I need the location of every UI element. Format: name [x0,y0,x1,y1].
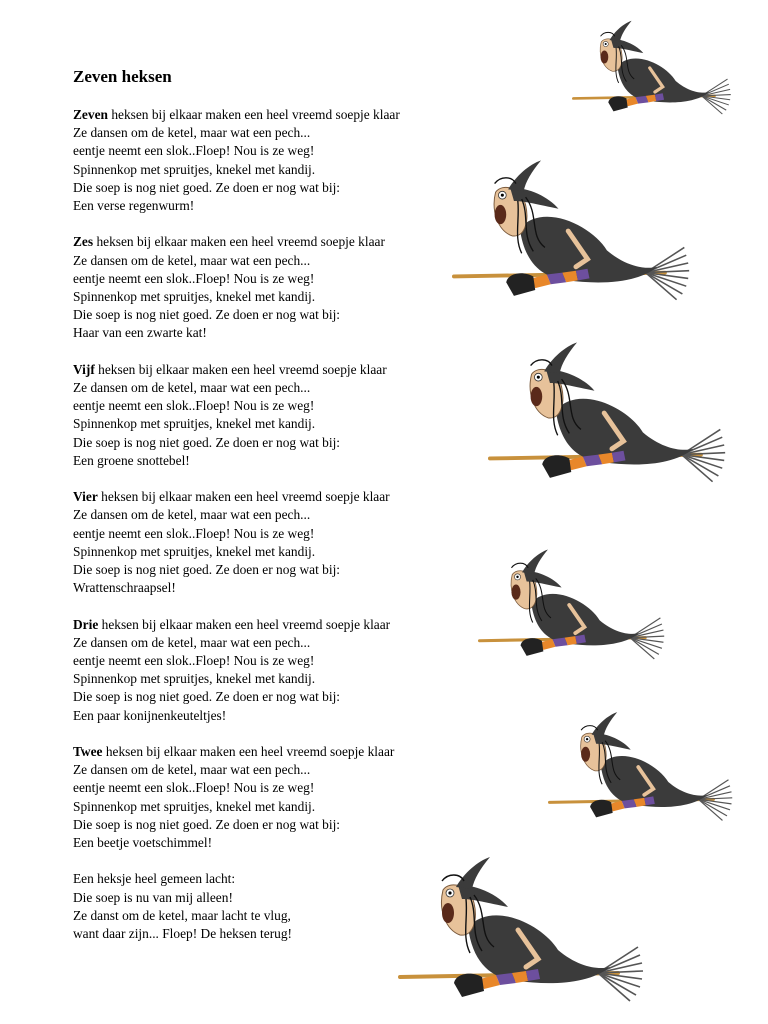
flying-witch-icon [452,145,694,317]
stanza-line: Ze dansen om de ketel, maar wat een pech... [73,125,311,141]
stanza-line: Die soep is nog niet goed. Ze doen er nog wat bij: [73,689,341,705]
stanza-number-word: Twee [73,744,103,760]
stanza-line: eentje neemt een slok..Floep! Nou is ze weg! [73,653,315,669]
stanza-line: Die soep is nog niet goed. Ze doen er nog wat bij: [73,307,341,323]
stanza-line: eentje neemt een slok..Floep! Nou is ze weg! [73,525,315,541]
stanza [73,488,473,597]
stanza [73,106,473,215]
stanza-first-line-rest: heksen bij elkaar maken een heel vreemd soepje klaar [97,489,390,505]
stanza-number-word: Vier [73,489,98,505]
stanza [73,361,473,470]
stanza-line: Wrattenschraapsel! [73,580,176,596]
stanza-line: Ze dansen om de ketel, maar wat een pech... [73,507,311,523]
stanza-line: Die soep is nog niet goed. Ze doen er nog wat bij: [73,179,341,195]
stanza-first-line [73,488,473,506]
stanza-line: Ze danst om de ketel, maar lacht te vlug, [73,907,291,923]
stanza-line: Spinnenkop met spruitjes, knekel met kandij. [73,289,316,305]
stanza-line: Een beetje voetschimmel! [73,835,213,851]
stanza-line: eentje neemt een slok..Floep! Nou is ze weg! [73,398,315,414]
flying-witch-icon [572,12,734,124]
stanza-line: Spinnenkop met spruitjes, knekel met kandij. [73,671,316,687]
stanza [73,743,473,852]
stanza-line: Spinnenkop met spruitjes, knekel met kandij. [73,416,316,432]
stanza-line: Een verse regenwurm! [73,198,195,214]
stanza-line: Een heksje heel gemeen lacht: [73,871,236,887]
stanza-line: Ze dansen om de ketel, maar wat een pech... [73,634,311,650]
stanza-line: Die soep is nu van mij alleen! [73,889,233,905]
stanza-line: Spinnenkop met spruitjes, knekel met kandij. [73,543,316,559]
stanza-number-word: Vijf [73,361,95,377]
stanza-line: Een paar konijnenkeuteltjes! [73,707,227,723]
stanza-first-line-rest: heksen bij elkaar maken een heel vreemd soepje klaar [94,361,387,377]
stanza-first-line [73,233,473,251]
stanza [73,233,473,342]
stanza-first-line-rest: heksen bij elkaar maken een heel vreemd soepje klaar [102,744,395,760]
stanza-number-word: Drie [73,616,99,632]
stanza-line: Een groene snottebel! [73,452,190,468]
stanza-line: want daar zijn... Floep! De heksen terug! [73,926,293,942]
stanza-first-line [73,743,473,761]
stanza-line: Die soep is nog niet goed. Ze doen er nog wat bij: [73,816,341,832]
stanza-first-line [73,106,473,124]
stanza [73,616,473,725]
stanza-number-word: Zes [73,234,94,250]
flying-witch-icon [488,327,730,499]
stanza-line: Spinnenkop met spruitjes, knekel met kandij. [73,798,316,814]
stanza-line: eentje neemt een slok..Floep! Nou is ze weg! [73,780,315,796]
stanza-line: eentje neemt een slok..Floep! Nou is ze weg! [73,143,315,159]
flying-witch-icon [478,538,668,672]
stanza-line: Spinnenkop met spruitjes, knekel met kandij. [73,161,316,177]
stanza-first-line-rest: heksen bij elkaar maken een heel vreemd soepje klaar [107,107,400,122]
page-title: Zeven heksen [73,67,172,86]
stanza-first-line [73,361,473,379]
flying-witch-icon [548,705,736,829]
stanza-first-line-rest: heksen bij elkaar maken een heel vreemd soepje klaar [93,234,385,250]
poem [73,106,473,961]
stanza-line: Ze dansen om de ketel, maar wat een pech... [73,762,311,778]
stanza-first-line [73,616,473,634]
stanza-line: Die soep is nog niet goed. Ze doen er nog wat bij: [73,434,341,450]
flying-witch-icon [398,843,648,1017]
stanza-line: Ze dansen om de ketel, maar wat een pech... [73,252,311,268]
stanza-line: Haar van een zwarte kat! [73,325,207,341]
stanza-line: Ze dansen om de ketel, maar wat een pech... [73,380,311,396]
stanza-number-word: Zeven [73,107,108,122]
stanza-line: eentje neemt een slok..Floep! Nou is ze weg! [73,270,315,286]
stanza-line: Die soep is nog niet goed. Ze doen er nog wat bij: [73,562,341,578]
stanza-first-line-rest: heksen bij elkaar maken een heel vreemd soepje klaar [98,616,391,632]
